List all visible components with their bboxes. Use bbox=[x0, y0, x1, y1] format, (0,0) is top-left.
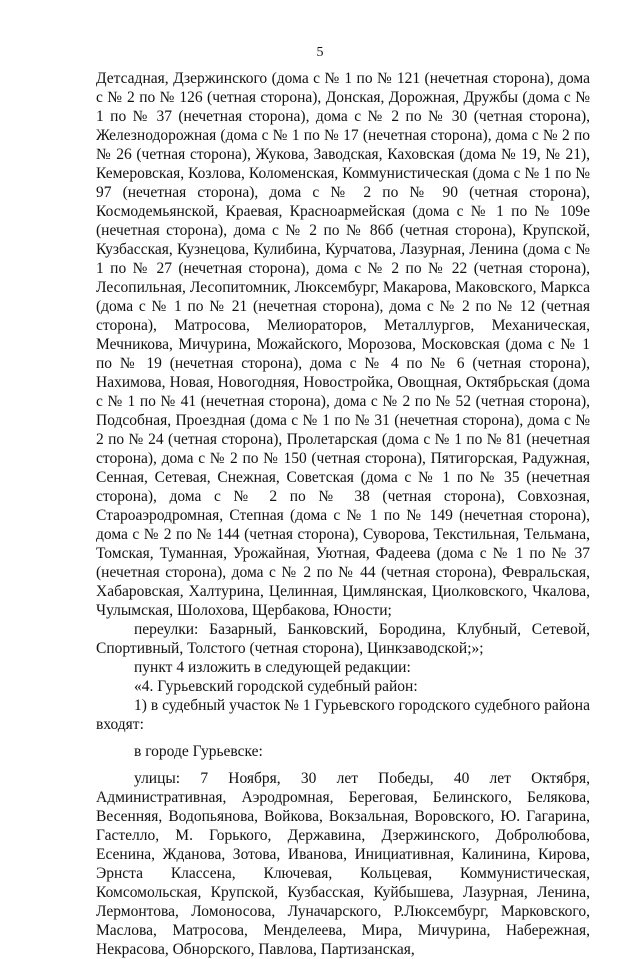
paragraph-city: в городе Гурьевске: bbox=[134, 743, 263, 760]
paragraph-point-4-heading: «4. Гурьевский городской судебный район: bbox=[134, 678, 418, 695]
page-number: 5 bbox=[316, 45, 324, 60]
paragraph-lanes: переулки: Базарный, Банковский, Бородина, Клубный, Сетевой, Спортивный, Толстого (четная сторона), Цинкзаводской;»; bbox=[96, 621, 590, 657]
paragraph-subpoint-1: 1) в судебный участок № 1 Гурьевского городского судебного района входят: bbox=[96, 697, 590, 733]
paragraph-point-4-intro: пункт 4 изложить в следующей редакции: bbox=[134, 659, 411, 676]
document-body bbox=[96, 69, 590, 959]
paragraph-streets-guryevsk: улицы: 7 Ноября, 30 лет Победы, 40 лет Октября, Административная, Аэродромная, Береговая, Белинского, Белякова, Весенняя, Водопьянова, Войкова, Вокзальная, Воровского, Ю. Гагарина, Гастелло, М. Горького, Державина, Дзержинского, Добролюбова, Есенина, Жданова, Зотова, Иванова, Инициативная, Калинина, Кирова, Эрнста Классена, Ключевая, Кольцевая, Коммунистическая, Комсомольская, Крупской, Кузбасская, Куйбышева, Лазурная, Ленина, Лермонтова, Ломоносова, Луначарского, Р.Люксембург, Марковского, Маслова, Матросова, Менделеева, Мира, Мичурина, Набережная, Некрасова, Обнорского, Павлова, Партизанская, bbox=[96, 770, 590, 958]
paragraph-streets-continued: Детсадная, Дзержинского (дома с № 1 по № 121 (нечетная сторона), дома с № 2 по № 126 (четная сторона), Донская, Дорожная, Дружбы (дома с № 1 по № 37 (нечетная сторона), дома с № 2 по № 30 (четная сторона), Железнодорожная (дома с № 1 по № 17 (нечетная сторона), дома с № 2 по № 26 (четная сторона), Жукова, Заводская, Каховская (дома № 19, № 21), Кемеровская, Козлова, Коломенская, Коммунистическая (дома с № 1 по № 97 (нечетная сторона), дома с № 2 по № 90 (четная сторона), Космодемьянской, Краевая, Красноармейская (дома с № 1 по № 109е (нечетная сторона), дома с № 2 по № 86б (четная сторона), Крупской, Кузбасская, Кузнецова, Кулибина, Курчатова, Лазурная, Ленина (дома с № 1 по № 27 (нечетная сторона), дома с № 2 по № 22 (четная сторона), Лесопильная, Лесопитомник, Люксембург, Макарова, Маковского, Маркса (дома с № 1 по № 21 (нечетная сторона), дома с № 2 по № 12 (четная сторона), Матросова, Мелиораторов, Металлургов, Механическая, Мечникова, Мичурина, Можайского, Морозова, Московская (дома с № 1 по № 19 (нечетная сторона), дома с № 4 по № 6 (четная сторона), Нахимова, Новая, Новогодняя, Новостройка, Овощная, Октябрьская (дома с № 1 по № 41 (нечетная сторона), дома с № 2 по № 52 (четная сторона), Подсобная, Проездная (дома с № 1 по № 31 (нечетная сторона), дома с № 2 по № 24 (четная сторона), Пролетарская (дома с № 1 по № 81 (нечетная сторона), дома с № 2 по № 150 (четная сторона), Пятигорская, Радужная, Сенная, Сетевая, Снежная, Советская (дома с № 1 по № 35 (нечетная сторона), дома с № 2 по № 38 (четная сторона), Совхозная, Староаэродромная, Степная (дома с № 1 по № 149 (нечетная сторона), дома с № 2 по № 144 (четная сторона), Суворова, Текстильная, Тельмана, Томская, Туманная, Урожайная, Уютная, Фадеева (дома с № 1 по № 37 (нечетная сторона), дома с № 2 по № 44 (четная сторона), Февральская, Хабаровская, Халтурина, Целинная, Цимлянская, Циолковского, Чкалова, Чулымская, Шолохова, Щербакова, Юности; bbox=[96, 70, 590, 619]
